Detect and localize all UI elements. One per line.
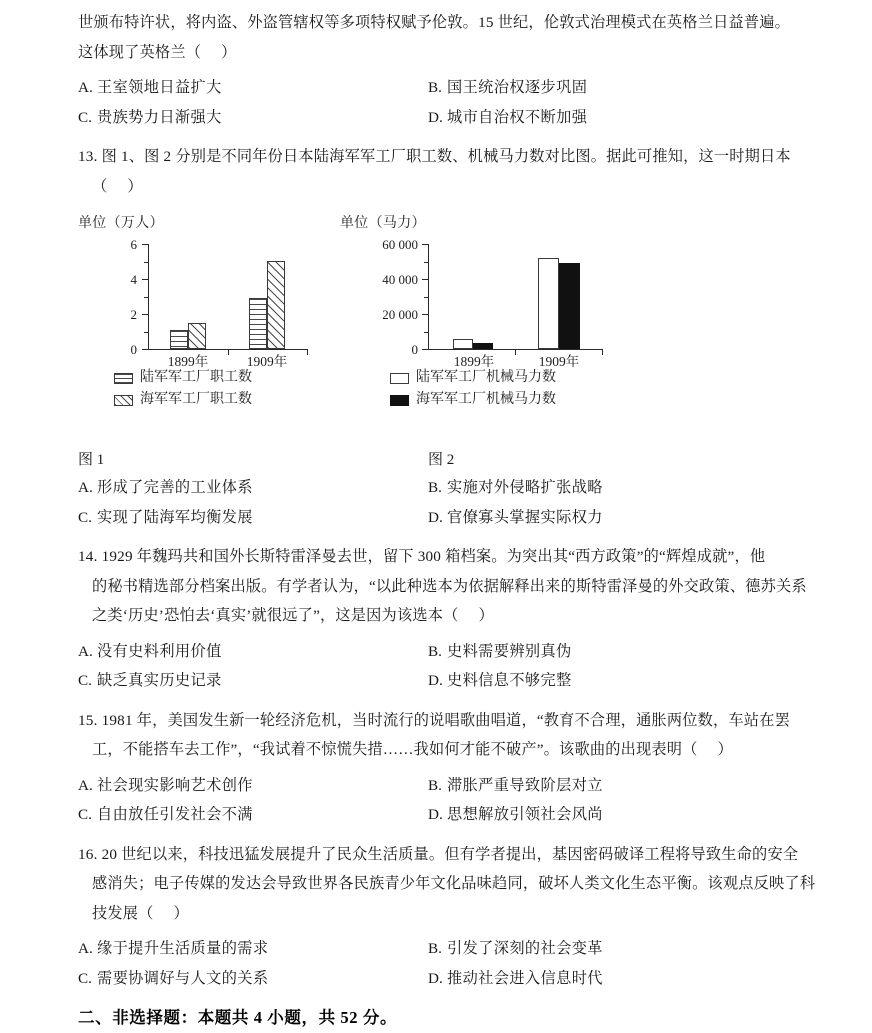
question-14-stem-line-1: 14. 1929 年魏玛共和国外长斯特雷泽曼去世，留下 300 箱档案。为突出其“西方政策”的“辉煌成就”，他 <box>78 548 766 565</box>
option-c-text: 贵族势力日渐强大 <box>97 108 222 126</box>
question-14-option-b-text: 史料需要辨别真伪 <box>447 642 572 660</box>
question-14-option-b-tag: B. <box>428 642 442 660</box>
question-13-option-a[interactable] <box>78 473 418 503</box>
question-16-option-a-tag: A. <box>78 940 93 957</box>
figure-1-ylabel-0: 0 <box>130 342 137 357</box>
question-15-option-b-text: 滞胀严重导致阶层对立 <box>447 776 603 794</box>
question-15-option-a-tag: A. <box>78 776 93 794</box>
question-13-options-row-ab <box>78 473 834 503</box>
option-a-tag: A. <box>78 79 93 96</box>
question-14-stem-line-2: 的秘书精选部分档案出版。有学者认为，“以此种选本为依据解释出来的斯特雷泽曼的外交政策、德苏关系 <box>92 577 807 595</box>
question-14-option-b[interactable] <box>418 637 834 667</box>
figure-1-bar-navy-1909 <box>267 261 285 349</box>
figure-1-bar-navy-1899 <box>188 323 206 349</box>
figure-1-ylabel-4: 4 <box>130 272 137 287</box>
figure-1-legend-label-army: 陆军军工厂职工数 <box>140 370 252 385</box>
figure-1-xlabel-1899: 1899年 <box>167 354 209 369</box>
question-16-stem-line-3: 技发展（ ） <box>92 904 189 922</box>
question-14-option-a-text: 没有史料利用价值 <box>97 642 222 660</box>
figure-2-caption: 图 2 <box>428 452 455 468</box>
question-16-option-a-text: 缘于提升生活质量的需求 <box>97 940 269 957</box>
figure-1-ytick-6 <box>142 244 148 245</box>
question-13-option-a-text: 形成了完善的工业体系 <box>97 479 253 496</box>
question-13-option-c-text: 实现了陆海军均衡发展 <box>97 508 253 526</box>
figure-2-ytick-minor-10000 <box>424 332 428 333</box>
question-16-option-d[interactable] <box>418 964 834 994</box>
page-content <box>78 8 834 1033</box>
question-15-option-d-tag: D. <box>428 806 443 823</box>
figure-2-ylabel-40000: 40 000 <box>382 272 418 287</box>
question-14-option-d-text: 史料信息不够完整 <box>447 672 572 689</box>
question-14-option-c-tag: C. <box>78 672 92 689</box>
figure-1-ytick-minor-5 <box>144 262 148 263</box>
question-14-options-row-ab <box>78 637 834 667</box>
question-14-option-d-tag: D. <box>428 672 443 689</box>
figure-2-xlabel-1899: 1899年 <box>453 354 495 369</box>
question-15-option-c-text: 自由放任引发社会不满 <box>97 806 253 823</box>
question-14-options-row-cd <box>78 666 834 696</box>
carryover-options-row-ab <box>78 73 834 103</box>
question-15-option-d-text: 思想解放引领社会风尚 <box>447 806 603 823</box>
figure-1-caption: 图 1 <box>78 452 105 468</box>
horizontal-hatch-swatch-icon <box>114 373 133 384</box>
figure-1-ytick-minor-1 <box>144 332 148 333</box>
figure-1-xtick-end <box>307 350 308 355</box>
question-14-option-c[interactable] <box>78 666 418 696</box>
question-16-stem-line-2: 感消失；电子传媒的发达会导致世界各民族青少年文化品味趋同，破坏人类文化生态平衡。该观点反映了科 <box>92 875 816 892</box>
black-square-swatch-icon <box>390 395 409 406</box>
figure-2-bar-navy-1899 <box>473 343 493 349</box>
question-15-option-d[interactable] <box>418 800 834 830</box>
question-13-option-b-tag: B. <box>428 479 442 496</box>
figure-2-legend-label-navy: 海军军工厂机械马力数 <box>416 392 556 407</box>
question-13-option-d-text: 官僚寡头掌握实际权力 <box>447 508 603 526</box>
white-square-swatch-icon <box>390 373 409 384</box>
figure-2-legend-item-navy <box>390 389 556 411</box>
question-15-options-row-cd <box>78 800 834 830</box>
figure-2-plot <box>340 237 630 367</box>
figure-2-xtick-end <box>602 350 603 355</box>
question-15-option-c[interactable] <box>78 800 418 830</box>
question-14-stem <box>78 542 834 631</box>
question-16-option-b-tag: B. <box>428 940 442 957</box>
question-13-options-row-cd <box>78 503 834 533</box>
figure-2-ytick-40000 <box>422 279 428 280</box>
question-13-option-b-text: 实施对外侵略扩张战略 <box>447 479 603 496</box>
figure-1-y-axis <box>148 244 149 350</box>
question-15-stem-line-2: 工，不能搭车去工作”，“我试着不惊慌失措……我如何才能不破产”。该歌曲的出现表明（ ） <box>92 741 733 758</box>
question-13-option-c-tag: C. <box>78 508 92 526</box>
figure-2-xlabel-1909: 1909年 <box>538 354 580 369</box>
carryover-line-2: 这体现了英格兰（ ） <box>78 43 237 61</box>
question-16-option-b-text: 引发了深刻的社会变革 <box>447 940 603 957</box>
question-15-option-c-tag: C. <box>78 806 92 823</box>
question-16-option-c-text: 需要协调好与人文的关系 <box>97 969 269 987</box>
diagonal-hatch-swatch-icon <box>114 395 133 406</box>
section-2-heading: 二、非选择题：本题共 4 小题，共 52 分。 <box>78 1008 398 1027</box>
question-16-stem <box>78 840 834 929</box>
question-15-options-row-ab <box>78 771 834 801</box>
figure-2-unit-label: 单位（马力） <box>340 216 426 231</box>
option-a-text: 王室领地日益扩大 <box>97 79 222 96</box>
option-c-tag: C. <box>78 108 92 126</box>
question-16-option-c[interactable] <box>78 964 418 994</box>
question-13-option-d-tag: D. <box>428 508 443 526</box>
figure-2-ytick-0 <box>422 349 428 350</box>
question-15-option-a-text: 社会现实影响艺术创作 <box>97 776 253 794</box>
question-16-option-c-tag: C. <box>78 969 92 987</box>
question-13-option-d[interactable] <box>418 503 834 533</box>
figure-2-y-axis <box>428 244 429 350</box>
question-14-option-d[interactable] <box>418 666 834 696</box>
figure-captions-row <box>78 447 834 473</box>
question-13-option-a-tag: A. <box>78 479 93 496</box>
question-16-options-row-ab <box>78 934 834 964</box>
figure-2-ytick-minor-30000 <box>424 297 428 298</box>
figure-2-bar-army-1899 <box>453 339 473 349</box>
question-13-option-c[interactable] <box>78 503 418 533</box>
figure-1-legend-label-navy: 海军军工厂职工数 <box>140 392 252 407</box>
option-a[interactable] <box>78 73 418 103</box>
question-13-stem-line-2: （ ） <box>92 177 143 195</box>
question-16-option-b[interactable] <box>418 934 834 964</box>
option-b-tag: B. <box>428 79 442 96</box>
question-13-option-b[interactable] <box>418 473 834 503</box>
question-15-stem-line-1: 15. 1981 年，美国发生新一轮经济危机，当时流行的说唱歌曲唱道，“教育不合理，通胀两位数，车站在罢 <box>78 711 790 729</box>
figures-container <box>78 215 834 447</box>
question-14-stem-line-3: 之类‘历史’恐怕去‘真实’就很远了”，这是因为该选本（ ） <box>92 607 494 624</box>
carryover-line-1: 世颁布特许状，将内盗、外盗管辖权等多项特权赋予伦敦。15 世纪，伦敦式治理模式在英格兰日益普遍。 <box>78 14 791 31</box>
question-15-stem <box>78 706 834 765</box>
figure-2-xtick-separator <box>515 350 516 355</box>
figure-1-ytick-0 <box>142 349 148 350</box>
question-13-stem <box>78 142 834 201</box>
figure-2-ytick-minor-50000 <box>424 262 428 263</box>
figure-1-xtick-separator <box>228 350 229 355</box>
question-15-option-b-tag: B. <box>428 776 442 794</box>
figure-1-ytick-minor-3 <box>144 297 148 298</box>
option-d-text: 城市自治权不断加强 <box>447 108 588 126</box>
question-14-option-c-text: 缺乏真实历史记录 <box>97 672 222 689</box>
figure-2-bar-navy-1909 <box>559 263 580 349</box>
figure-2-ytick-20000 <box>422 314 428 315</box>
option-b-text: 国王统治权逐步巩固 <box>447 79 588 96</box>
figure-1-ylabel-6: 6 <box>130 237 137 252</box>
figure-2-legend-label-army: 陆军军工厂机械马力数 <box>416 370 556 385</box>
figure-1-ytick-2 <box>142 314 148 315</box>
option-c[interactable] <box>78 103 418 133</box>
question-15-option-a[interactable] <box>78 771 418 801</box>
figure-1-xlabel-1909: 1909年 <box>246 354 288 369</box>
option-b[interactable] <box>418 73 834 103</box>
figure-1-unit-label: 单位（万人） <box>78 216 164 231</box>
figure-1-ytick-4 <box>142 279 148 280</box>
question-14-option-a-tag: A. <box>78 642 93 660</box>
figure-1-bar-army-1899 <box>170 330 188 349</box>
question-14-option-a[interactable] <box>78 637 418 667</box>
figure-2-ytick-60000 <box>422 244 428 245</box>
figure-1-legend <box>114 367 252 411</box>
question-16-options-row-cd <box>78 964 834 994</box>
figure-2 <box>340 215 630 407</box>
question-15-option-b[interactable] <box>418 771 834 801</box>
option-d-tag: D. <box>428 108 443 126</box>
figure-1-ylabel-2: 2 <box>130 307 137 322</box>
figure-1-legend-item-army <box>114 367 252 389</box>
question-16-option-d-text: 推动社会进入信息时代 <box>447 969 603 987</box>
option-d[interactable] <box>418 103 834 133</box>
question-16-stem-line-1: 16. 20 世纪以来，科技迅猛发展提升了民众生活质量。但有学者提出，基因密码破译工程将导致生命的安全 <box>78 845 799 863</box>
figure-2-ylabel-60000: 60 000 <box>382 237 418 252</box>
carryover-paragraph <box>78 8 834 67</box>
question-16-option-d-tag: D. <box>428 969 443 987</box>
figure-1-plot <box>78 237 328 367</box>
figure-2-ylabel-0: 0 <box>411 342 418 357</box>
figure-2-legend <box>390 367 556 411</box>
figure-1 <box>78 215 328 407</box>
figure-1-bar-army-1909 <box>249 298 267 349</box>
question-13-stem-line-1: 13. 图 1、图 2 分别是不同年份日本陆海军军工厂职工数、机械马力数对比图。据此可推知，这一时期日本 <box>78 148 791 165</box>
question-16-option-a[interactable] <box>78 934 418 964</box>
figure-1-legend-item-navy <box>114 389 252 411</box>
figure-2-bar-army-1909 <box>538 258 559 349</box>
figure-2-ylabel-20000: 20 000 <box>382 307 418 322</box>
figure-2-legend-item-army <box>390 367 556 389</box>
carryover-options-row-cd <box>78 103 834 133</box>
